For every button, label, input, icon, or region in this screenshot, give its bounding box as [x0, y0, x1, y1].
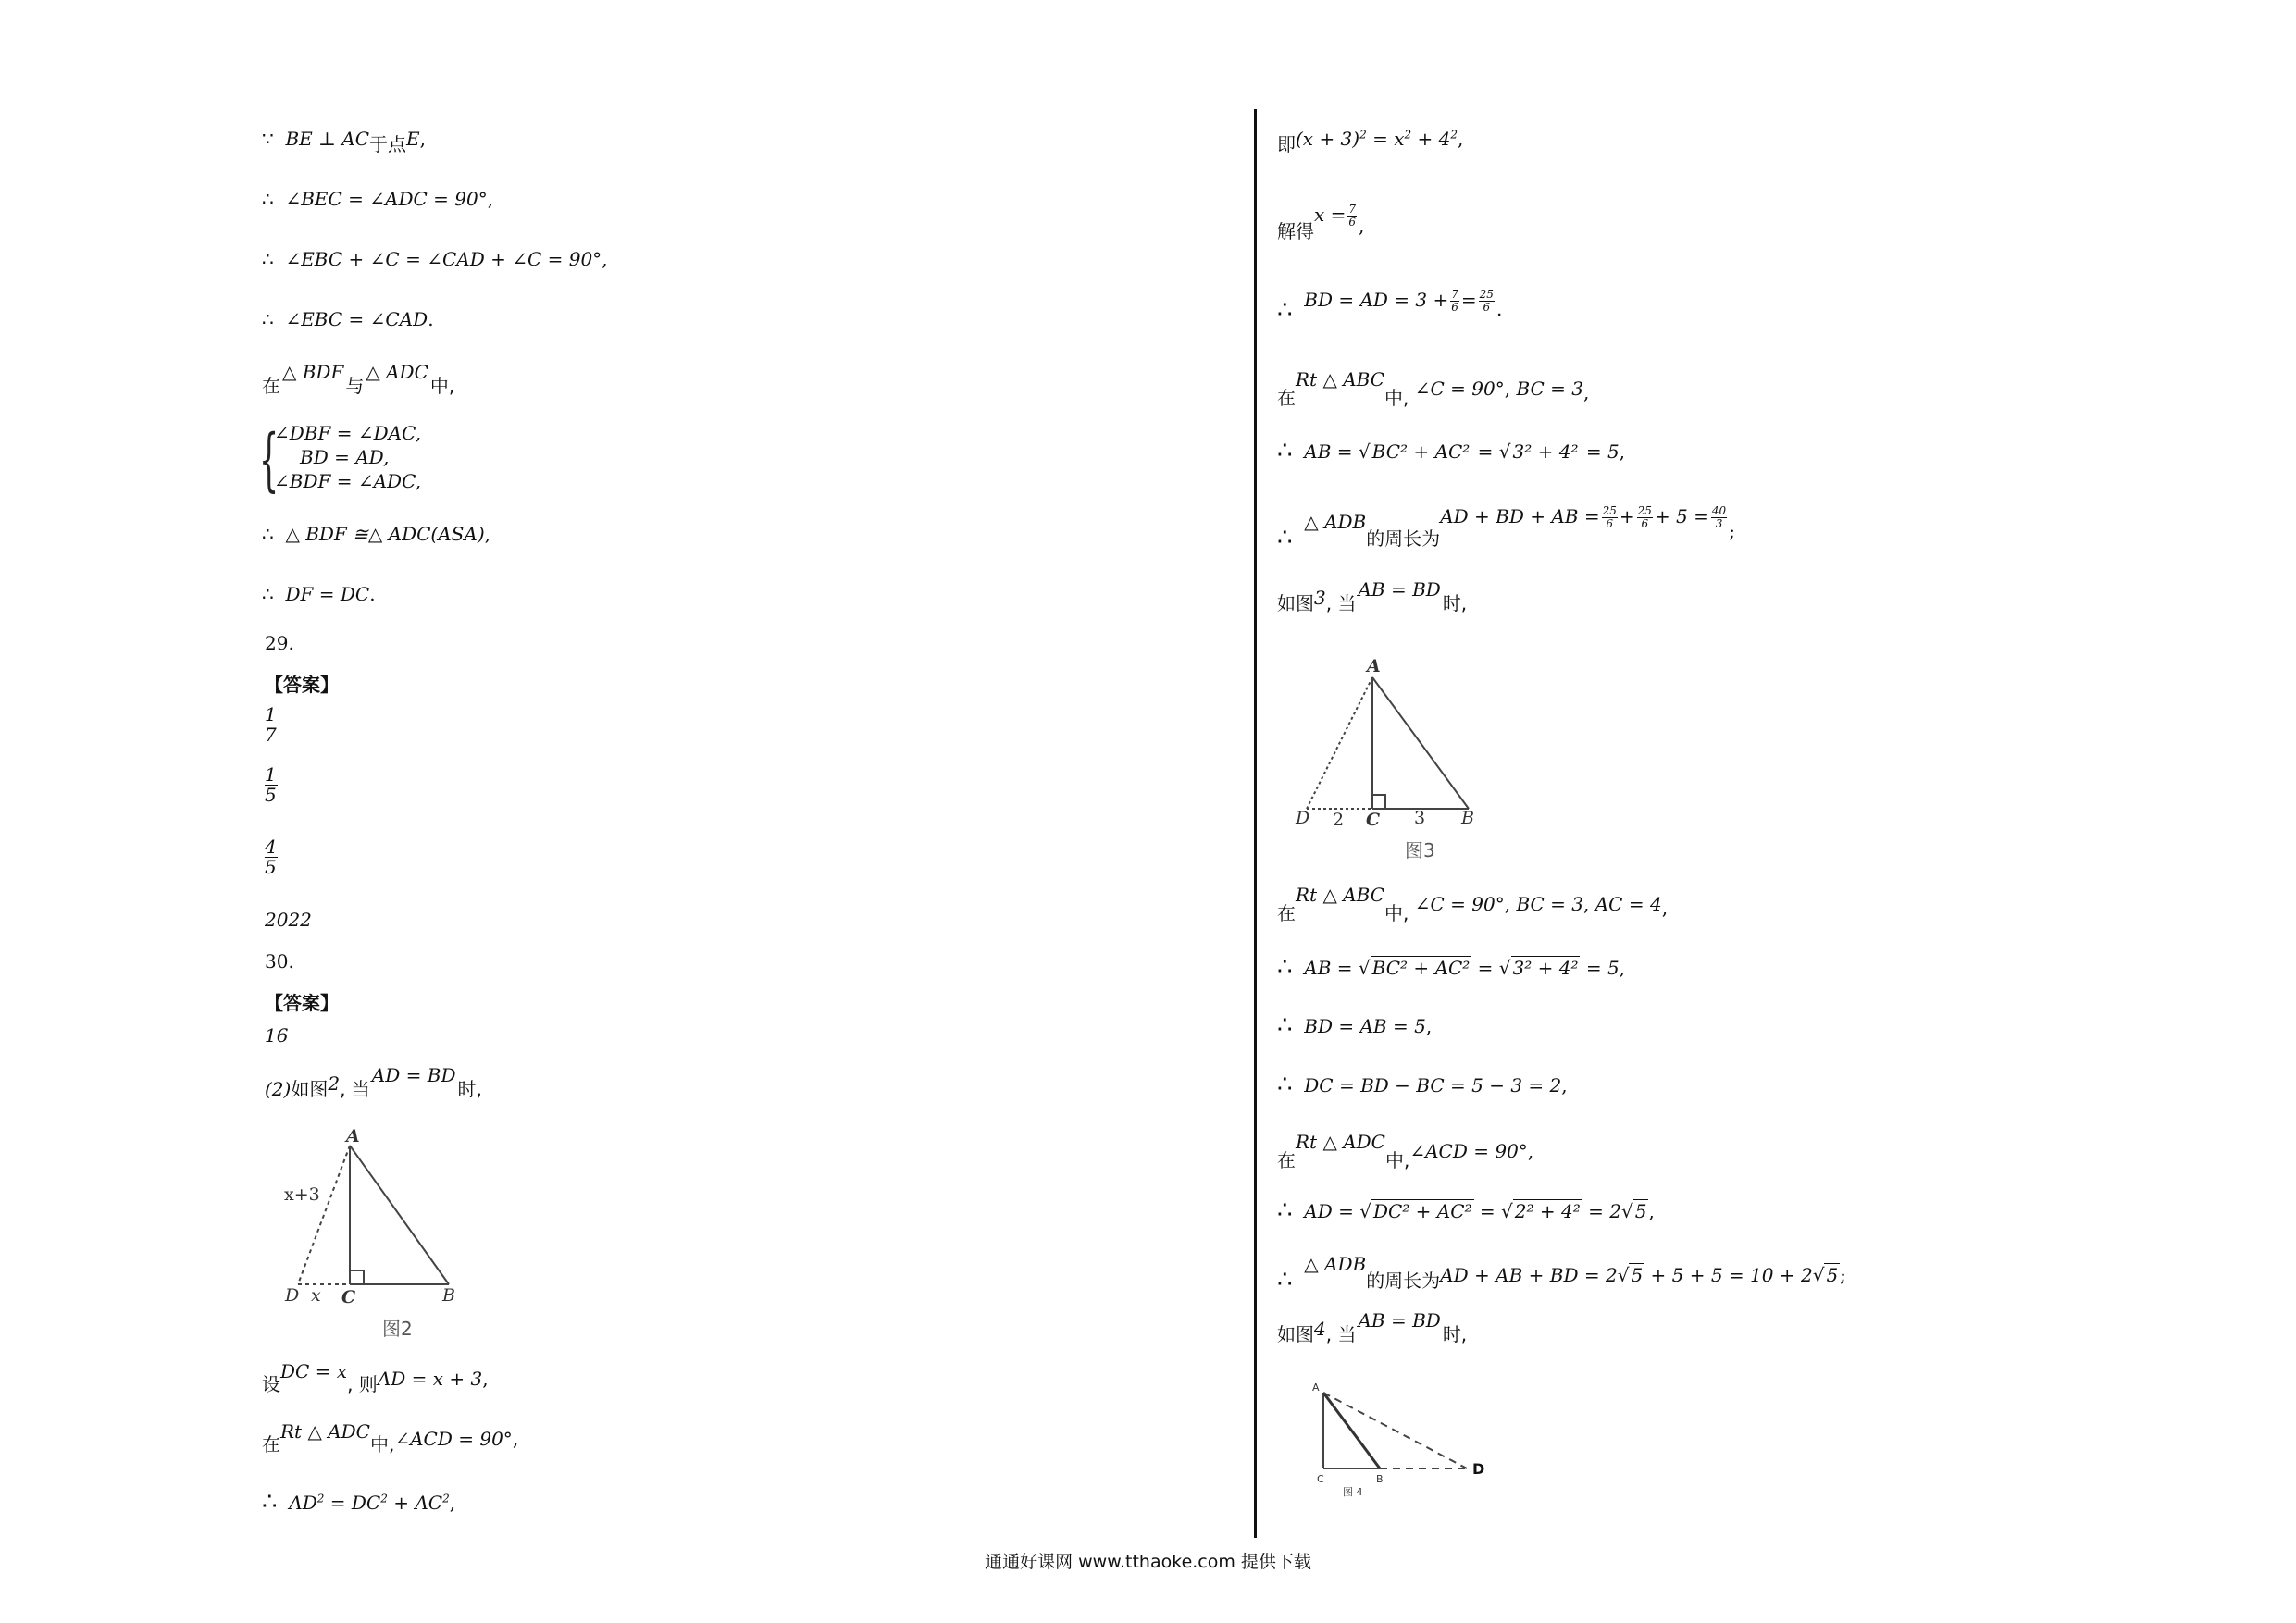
radicand: 2² + 4² [1514, 1200, 1581, 1222]
text: 于点 [369, 133, 407, 155]
fig2-label-x3: x+3 [284, 1184, 320, 1205]
math-expr: AD = x + 3 [377, 1368, 483, 1390]
math-expr: + 5 + 5 = 10 + 2 [1650, 1264, 1813, 1286]
math-expr: △ ADC [366, 361, 428, 383]
numerator: 7 [1451, 287, 1458, 301]
fraction [1637, 505, 1653, 530]
text: 如图 [1277, 1323, 1314, 1345]
fig2-label-c: C [341, 1287, 356, 1307]
figure-3 [1286, 650, 1499, 872]
line-pythagoras-adc [262, 1488, 455, 1517]
text: 在 [1277, 902, 1296, 924]
fig4-label-c: C [1317, 1473, 1324, 1485]
math-expr: AD + BD + AB = [1440, 505, 1600, 527]
math-expr: ∠C = 90° [1414, 378, 1505, 400]
punct: ; [1729, 520, 1735, 542]
math-expr: = [1460, 289, 1477, 311]
line-ad-sqrt: ∴ AD = √ DC² + AC² = √ 2² + 4² = 2√ 5 , [1277, 1196, 1655, 1224]
therefore-symbol: ∴ [262, 188, 274, 210]
fig3-ad-dashed [1307, 677, 1372, 809]
math-expr: = [1477, 957, 1494, 979]
fig3-label-b: B [1461, 808, 1474, 828]
text: 中, [1384, 902, 1409, 924]
fig4-ad-dashed [1323, 1393, 1467, 1468]
numerator: 1 [265, 703, 277, 725]
math-expr: DC = BD − BC = 5 − 3 = 2 [1304, 1074, 1562, 1096]
math-expr: 3 [1314, 587, 1326, 609]
therefore-symbol: ∴ [262, 308, 274, 330]
punct: , [1561, 1074, 1568, 1096]
denominator: 6 [1641, 517, 1649, 530]
math-expr: Rt △ ADC [1296, 1131, 1385, 1153]
therefore-symbol: ∴ [262, 248, 274, 270]
answer-2022: 2022 [265, 909, 312, 931]
fig3-caption: 图3 [1405, 839, 1435, 861]
punct: , [487, 188, 494, 210]
fig2-caption: 图2 [382, 1318, 413, 1340]
system-line-3: ∠BDF = ∠ADC, [274, 470, 422, 492]
text: , 当 [1325, 1323, 1357, 1345]
text: 在 [262, 1433, 280, 1456]
line-perimeter-2: ∴ △ ADB的周长为AD + AB + BD = 2√ 5 + 5 + 5 = 10 + 2√ 5 ; [1277, 1253, 1846, 1294]
line-because-be-perp-ac [262, 128, 426, 155]
fig2-ad-dashed [298, 1146, 350, 1284]
punct: , [602, 248, 608, 270]
punct: , [449, 1492, 456, 1514]
math-expr: AD = [1304, 1200, 1354, 1222]
denominator: 6 [1483, 301, 1491, 314]
therefore-symbol: ∴ [1277, 296, 1293, 324]
punct: , [512, 1428, 519, 1450]
punct: , [1619, 957, 1626, 979]
text: , 当 [340, 1078, 370, 1100]
line-bd-ab [1277, 1011, 1432, 1040]
therefore-symbol: ∴ [262, 523, 274, 545]
text: 解得 [1277, 220, 1314, 243]
math-expr: △ ADB [1304, 511, 1367, 533]
fig3-label-3: 3 [1414, 808, 1426, 828]
fig2-label-a: A [346, 1126, 360, 1146]
line-case-2 [265, 1064, 482, 1100]
line-ab-sqrt-1: ∴ AB = √ BC² + AC² = √ 3² + 4² = 5, [1277, 437, 1626, 465]
line-bd-ad [1277, 285, 1503, 324]
text: 在 [1277, 387, 1296, 409]
math-expr: ∠C = 90° [1414, 893, 1505, 915]
therefore-symbol: ∴ [1277, 524, 1293, 551]
numerator: 4 [265, 836, 277, 858]
math-expr: Rt △ ABC [1296, 884, 1385, 906]
math-expr: AD [289, 1492, 317, 1514]
figure-2 [278, 1120, 481, 1342]
fraction [1347, 204, 1357, 229]
line-angle-ebc-sum [262, 248, 608, 270]
exp: 2 [1450, 128, 1458, 142]
math-expr: ∠EBC + ∠C = ∠CAD + ∠C = 90° [285, 248, 602, 270]
math-expr: BD = AB = 5 [1304, 1015, 1426, 1037]
punct: , [1583, 893, 1590, 915]
fig3-ab [1372, 677, 1469, 809]
denominator: 5 [265, 856, 277, 878]
punct: , [1583, 381, 1590, 403]
punct: ; [1840, 1264, 1846, 1286]
math-expr: BC = 3 [1516, 893, 1584, 915]
therefore-symbol: ∴ [262, 1488, 278, 1516]
math-expr: = 5 [1585, 957, 1620, 979]
math-expr: AB = BD [1358, 1309, 1441, 1332]
line-angle-ebc-cad [262, 308, 434, 330]
exp: 2 [1359, 128, 1367, 142]
math-expr: AB = [1304, 957, 1353, 979]
math-expr: = 2 [1588, 1200, 1621, 1222]
math-expr: Rt △ ADC [280, 1420, 370, 1443]
fig3-label-2: 2 [1333, 810, 1345, 830]
text: 时, [1442, 1323, 1468, 1345]
fig4-ab [1323, 1393, 1380, 1468]
fig2-label-x: x [311, 1285, 321, 1306]
fig4-label-d: D [1472, 1460, 1485, 1478]
denominator: 6 [1348, 216, 1357, 229]
radicand: 3² + 4² [1512, 440, 1579, 463]
math-expr: + 4 [1411, 128, 1451, 150]
fig3-right-angle [1372, 795, 1385, 809]
numerator: 25 [1637, 503, 1652, 517]
numerator: 1 [265, 763, 277, 786]
punct: , [1457, 128, 1464, 150]
radicand: 5 [1631, 1264, 1644, 1286]
text: 时, [457, 1078, 482, 1100]
exp: 2 [1404, 128, 1412, 142]
column-divider [1254, 109, 1257, 1538]
punct: , [484, 523, 490, 545]
system-brace: { [259, 420, 279, 500]
text: 中, [369, 1433, 395, 1456]
math-expr: DC = x [280, 1360, 348, 1382]
denominator: 5 [265, 784, 277, 806]
fig4-label-a: A [1312, 1381, 1320, 1394]
line-df-dc [262, 583, 376, 605]
math-expr: BC = 3 [1516, 378, 1584, 400]
text: 如图 [291, 1078, 329, 1100]
math-expr: = 5 [1585, 440, 1620, 463]
math-expr: Rt △ ABC [1296, 368, 1385, 390]
radicand: 3² + 4² [1512, 957, 1579, 979]
math-expr: ∠BEC = ∠ADC = 90° [285, 188, 488, 210]
text: 的周长为 [1366, 1270, 1441, 1292]
punct: , [1619, 440, 1626, 463]
exp: 2 [380, 1492, 388, 1505]
punct: , [1359, 215, 1365, 238]
fig3-label-c: C [1366, 810, 1381, 830]
text: 在 [1277, 1149, 1296, 1171]
punct: , [1504, 893, 1511, 915]
line-ab-sqrt-2: ∴ AB = √ BC² + AC² = √ 3² + 4² = 5, [1277, 953, 1626, 981]
denominator: 7 [265, 724, 277, 746]
text: , 当 [1325, 592, 1357, 614]
punct: , [419, 128, 426, 150]
text: 设 [262, 1373, 280, 1395]
denominator: 6 [1606, 517, 1614, 530]
line-in-rt-abc-2 [1277, 884, 1669, 924]
line-congruent [262, 523, 490, 545]
fraction-1-7 [265, 705, 278, 745]
fraction [1602, 505, 1618, 530]
text: 如图 [1277, 592, 1314, 614]
text: 时, [1442, 592, 1468, 614]
exp: 2 [316, 1492, 325, 1505]
exp: 2 [442, 1492, 450, 1505]
because-symbol: ∵ [262, 128, 274, 150]
math-expr: (x + 3) [1296, 128, 1360, 150]
math-expr: = [1477, 440, 1494, 463]
question-29: 29. [265, 632, 294, 654]
fig2-label-d: D [285, 1285, 300, 1306]
math-expr: AD + AB + BD = 2 [1440, 1264, 1618, 1286]
radicand: 5 [1826, 1264, 1839, 1286]
fig2-ab [350, 1146, 449, 1284]
line-in-rt-adc [262, 1420, 519, 1456]
punct: , [1425, 1015, 1433, 1037]
line-dc-calc [1277, 1071, 1568, 1099]
math-expr: + AC [387, 1492, 443, 1514]
math-expr: ∠ACD = 90° [1409, 1140, 1528, 1162]
line-perimeter-1 [1277, 503, 1735, 551]
punct: . [1496, 298, 1503, 320]
fig3-label-a: A [1367, 656, 1381, 676]
math-expr: BE ⊥ AC [285, 128, 370, 150]
fraction-1-5 [265, 765, 278, 805]
therefore-symbol: ∴ [1277, 1266, 1293, 1294]
punct: . [428, 308, 434, 330]
line-equation-x [1277, 128, 1464, 155]
line-let-dc-x [262, 1360, 489, 1395]
math-expr: = DC [324, 1492, 381, 1514]
radicand: BC² + AC² [1371, 440, 1471, 463]
question-30: 30. [265, 950, 294, 973]
math-expr: △ ADB [1304, 1253, 1367, 1275]
answer-16: 16 [265, 1024, 289, 1047]
math-expr: △ BDF [282, 361, 344, 383]
fig3-label-d: D [1296, 808, 1310, 828]
fig2-right-angle [350, 1270, 364, 1284]
fraction [1711, 505, 1727, 530]
math-expr: AC = 4 [1595, 893, 1662, 915]
answer-heading-29: 【答案】 [265, 674, 339, 696]
math-expr: 2 [328, 1072, 341, 1095]
line-in-rt-abc-1 [1277, 368, 1590, 409]
math-expr: = x [1366, 128, 1405, 150]
text: 中, [1384, 1149, 1410, 1171]
math-expr: △ BDF ≅△ ADC(ASA) [285, 523, 485, 545]
math-expr: BD = AD = 3 + [1304, 289, 1449, 311]
math-expr: AD = BD [371, 1064, 456, 1086]
radicand: DC² + AC² [1372, 1200, 1472, 1222]
punct: , [1527, 1140, 1534, 1162]
therefore-symbol: ∴ [1277, 437, 1293, 465]
math-expr: E [406, 128, 420, 150]
fig4-label-b: B [1376, 1473, 1384, 1485]
therefore-symbol: ∴ [1277, 1071, 1293, 1098]
math-expr: AB = BD [1358, 578, 1441, 601]
denominator: 6 [1451, 301, 1458, 314]
system-line-2: BD = AD, [300, 446, 390, 468]
numerator: 40 [1711, 503, 1727, 517]
therefore-symbol: ∴ [1277, 1011, 1293, 1039]
text: 在 [262, 375, 280, 397]
text: 中, [429, 375, 455, 397]
line-solve-x [1277, 196, 1365, 243]
line-in-rt-adc-2 [1277, 1131, 1534, 1171]
numerator: 25 [1479, 287, 1494, 301]
punct: , [1648, 1200, 1655, 1222]
math-expr: AB = [1304, 440, 1353, 463]
therefore-symbol: ∴ [1277, 1196, 1293, 1224]
math-expr: x = [1314, 204, 1347, 227]
math-expr: ∠ACD = 90° [394, 1428, 513, 1450]
answer-heading-30: 【答案】 [265, 992, 339, 1014]
figure-4 [1300, 1374, 1504, 1499]
text: 即 [1277, 133, 1296, 155]
text: 与 [345, 375, 365, 397]
therefore-symbol: ∴ [1277, 953, 1293, 981]
fig2-label-b: B [442, 1285, 455, 1306]
text: 的周长为 [1366, 527, 1441, 550]
math-expr: DF = DC [285, 583, 370, 605]
fraction [1479, 289, 1495, 314]
line-case-3 [1277, 578, 1468, 614]
radicand: 5 [1634, 1200, 1647, 1222]
text: 中, [1384, 387, 1409, 409]
math-expr: 4 [1314, 1318, 1326, 1340]
fraction [1450, 289, 1459, 314]
fraction-4-5 [265, 837, 278, 877]
line-angle-bec [262, 188, 493, 210]
math-expr: = [1479, 1200, 1496, 1222]
therefore-symbol: ∴ [262, 583, 274, 605]
math-expr: + 5 = [1654, 505, 1709, 527]
fig4-caption: 图 4 [1343, 1486, 1363, 1498]
punct: , [482, 1368, 489, 1390]
numerator: 7 [1348, 203, 1357, 216]
page-footer: 通通好课网 www.tthaoke.com 提供下载 [985, 1552, 1311, 1572]
math-expr: ∠EBC = ∠CAD [285, 308, 428, 330]
line-case-4 [1277, 1309, 1468, 1345]
denominator: 3 [1715, 517, 1723, 530]
numerator: 25 [1602, 503, 1617, 517]
math-expr: + [1619, 505, 1635, 527]
text: , 则 [347, 1373, 378, 1395]
punct: . [369, 583, 376, 605]
line-in-triangles [262, 361, 455, 397]
punct: , [1504, 378, 1511, 400]
math-expr: (2) [265, 1078, 292, 1100]
punct: , [1661, 897, 1669, 919]
radicand: BC² + AC² [1371, 957, 1471, 979]
system-line-1: ∠DBF = ∠DAC, [274, 422, 422, 444]
